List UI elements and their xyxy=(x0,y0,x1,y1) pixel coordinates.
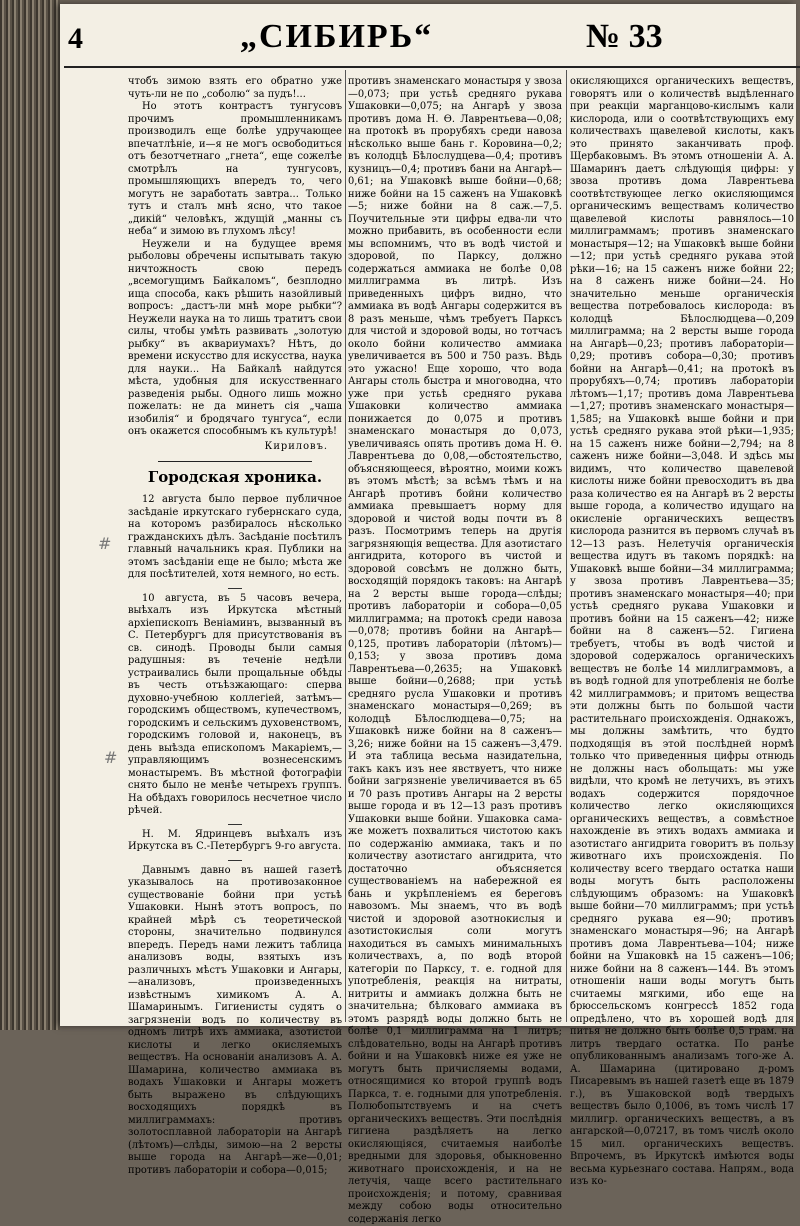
news-item: 12 августа было первое публичное засѣданіе иркутскаго губернскаго суда, на которомъ разбиралось нѣсколько гражданскихъ дѣлъ. Засѣданіе посѣтилъ главный начальникъ края. Публики на этомъ засѣданіи еще не было; мѣста же для посѣтителей, хотя немного, но есть. xyxy=(128,494,342,580)
section-divider xyxy=(158,461,312,462)
item-separator xyxy=(228,824,242,825)
news-item: Н. М. Ядринцевъ выѣхалъ изъ Иркутска въ С.-Петербургъ 9-го августа. xyxy=(128,828,342,852)
news-item: 10 августа, въ 5 часовъ вечера, выѣхалъ изъ Иркутска мѣстный архіепископъ Веніаминъ, вызванный въ С. Петербургъ для присутствованія въ св. синодѣ. Проводы были самыя радушныя: въ теченіе недѣли устраивались были прощальные обѣды въ честь отъѣзжающаго: сперва духовно-учебною коллегіей, затѣмъ—городскимъ обществомъ, купечествомъ, городскимъ и сельскимъ духовенствомъ, городскимъ головой и, наконецъ, въ день выѣзда епископомъ Макаріемъ,—управляющимъ вознесенскимъ монастыремъ. Въ мѣстной фотографіи снято было не менѣе четырехъ группъ. На обѣдахъ говорилось несчетное число рѣчей. xyxy=(128,592,342,816)
item-separator xyxy=(228,588,242,589)
item-separator xyxy=(228,860,242,861)
paragraph: Но этотъ контрастъ тунгусовъ прочимъ промышленникамъ производилъ еще болѣе удручающее впечатлѣніе, и—я не могъ освободиться отъ безотчетнаго „гнета“, еще сожелѣе смотрѣлъ на тунгусовъ, промышляющихъ впередъ то, чего могутъ не заработать завтра... Только тутъ и сталъ мнѣ ясно, что такое „дикій“ человѣкъ, ждущій „манны съ неба“ и зимою въ глухомъ лѣсу! xyxy=(128,101,342,237)
author-signature: Кириловъ. xyxy=(264,440,328,452)
header-rule xyxy=(64,66,800,68)
pencil-mark-icon: # xyxy=(98,534,112,553)
page-number: 4 xyxy=(68,22,83,55)
paragraph: противъ знаменскаго монастыря у звоза—0,073; при устьѣ средняго рукава Ушаковки—0,075; на Ангарѣ у звоза противъ дома Н. Ѳ. Лаврентьева—0,08; на протокѣ въ прорубяхъ среди навоза нѣсколько выше бань г. Коровина—0,2; въ колодцѣ Бѣлослудцева—0,4; противъ кузницъ—0,4; противъ бани на Ангарѣ—0,61; на Ушаковкѣ выше бойни—0,68; ниже бойни на 15 саженъ на Ушаковкѣ—5; ниже бойни на 8 саж.—7,5. Поучительные эти цифры едва-ли что можно прибавить, въ особенности если мы вспомнимъ, что въ водѣ чистой и здоровой, по Парксу, должно содержаться аммиака не болѣе 0,08 миллиграмма въ литрѣ. Изъ приведенныхъ цифръ видно, что аммиака въ водѣ Ангары содержится въ 8 разъ меньше, чѣмъ требуетъ Парксъ для чистой и здоровой воды, но тотчасъ около бойни количество аммиака увеличивается въ 500 и 750 разъ. Вѣдь это ужасно! Еще хорошо, что вода Ангары столь быстра и многоводна, что уже при устьѣ средняго рукава Ушаковки количество аммиака понижается до 0,075 и противъ знаменскаго монастыря до 0,073, увеличиваясь опять противъ дома Н. Ѳ. Лаврентьева до 0,08,—обстоятельство, объясняющееся, вѣроятно, моими кожъ въ этомъ мѣстѣ; за всѣмъ тѣмъ и на Ангарѣ противъ бойни количество аммиака превышаетъ норму для здоровой и чистой воды почти въ 8 разъ. Посмотримъ теперь на другія загрязняющія вещества. Для азотистаго ангидрита, которого въ чистой и здоровой совсѣмъ не должно быть, восходящій порядокъ таковъ: на Ангарѣ на 2 версты выше города—слѣды; противъ лабораторіи и собора—0,05 миллиграмма; на протокѣ среди навоза—0,078; противъ бойни на Ангарѣ—0,125, противъ лабораторіи (лѣтомъ)—0,153; у звоза противъ дома Лаврентьева—0,2635; на Ушаковкѣ выше бойни—0,2688; при устьѣ средняго русла Ушаковки и противъ знаменскаго монастыря—0,269; въ колодцѣ Бѣлослюдцева—0,75; на Ушаковкѣ ниже бойни на 8 саженъ—3,26; ниже бойни на 15 саженъ—3,479. И эта таблица весьма назидательна, такъ какъ изъ нее явствуетъ, что ниже бойни загрязненіе увеличивается въ 65 и 70 разъ противъ Ангары на 2 версты выше города и въ 12—13 разъ противъ Ушаковки выше бойни. Ушаковка сама-же можетъ похвалиться чистотою какъ по содержанію аммиака, такъ и по количеству азотистаго ангидрита, что достаточно объясняется существованіемъ на набережной ея бань и укрѣпленіемъ ея береговъ навозомъ. Мы знаемъ, что въ водѣ чистой и здоровой азотнокислыя и азотистокислыя соли могутъ находиться въ самыхъ минимальныхъ количествахъ, а, по водѣ второй категоріи по Парксу, т. е. годной для употребленія, реакція на нитраты, нитриты и аммиакъ должна быть не значительна; бѣлковаго аммиака въ этомъ разрядѣ воды должно быть не болѣе 0,1 миллиграмма на 1 литръ; слѣдовательно, воды на Ангарѣ противъ бойни и на Ушаковкѣ ниже ея уже не могутъ быть причисляемы водами, относящимися ко второй группѣ водъ Паркса, т. е. годными для употребленія. Полюбопытствуемъ и на счетъ органическихъ веществъ. Эти послѣднія гигиена раздѣляетъ на легко окисляющіяся, считаемыя наиболѣе вредными для здоровья, обыкновенно животнаго происхожденія, и на не летучія, чаще всего растительнаго происхожденія; и потому, сравнивая между собою воды относительно содержанія легко xyxy=(348,76,562,1225)
newspaper-title: „СИБИРЬ“ xyxy=(240,18,434,55)
paragraph: чтобъ зимою взять его обратно уже чуть-ли не по „соболю“ за пудъ!... xyxy=(128,76,342,100)
section-heading: Городская хроника. xyxy=(147,468,323,486)
book-page-stack xyxy=(0,0,60,1030)
news-item: Давнымъ давно въ нашей газетѣ указывалось на противозаконное существованіе бойни при устьѣ Ушаковки. Нынѣ этотъ вопросъ, по крайней мѣрѣ съ теоретической стороны, значительно подвинулся впередъ. Передъ нами лежитъ таблица анализовъ воды, взятыхъ изъ различныхъ мѣстъ Ушаковки и Ангары,—анализовъ, произведенныхъ извѣстнымъ химикомъ А. А. Шамаринымъ. Гигиенисты судятъ о загрязненіи водъ по количеству въ одномъ литрѣ ихъ аммиака, азотистой кислоты и легко окисляемыхъ веществъ. На основаніи анализовъ А. А. Шамарина, количество аммиака въ водахъ Ушаковки и Ангары можетъ быть выражено въ слѣдующихъ восходящихъ порядкѣ въ миллиграммахъ: противъ золотосплавной лабораторіи на Ангарѣ (лѣтомъ)—слѣды, зимою—на 2 версты выше города на Ангарѣ—же—0,01; противъ лабораторіи и собора—0,015; xyxy=(128,864,342,1176)
paragraph: Неужели и на будущее время рыболовы обречены испытывать такую ничтожность свою передъ „всемогущимъ Байкаломъ“, безплодно ища способа, какъ рѣшить назойливый вопросъ: „дастъ-ли мнѣ море рыбки“? Неужели наука на то лишь тратитъ свои силы, чтобы умѣть развивать „золотую рыбку“ въ аквариумахъ? Нѣтъ, до времени искусство для искусства, наука для науки... На Байкалѣ найдутся мѣста, удобныя для искусственнаго разведенія рыбы. Одного лишь можно пожелать: не да минетъ сія „чаша изобилія“ и бродячаго тунгуса“, если онъ окажется способнымъ къ культурѣ! xyxy=(128,238,342,437)
issue-number: № 33 xyxy=(586,18,663,55)
column-divider xyxy=(345,70,346,1022)
pencil-mark-icon: # xyxy=(104,748,118,767)
column-divider xyxy=(566,70,567,1022)
column-3 xyxy=(570,76,794,1187)
column-1 xyxy=(128,76,342,1176)
paragraph: окисляющихся органическихъ веществъ, говорятъ или о количествѣ выдѣленнаго при реакціи марганцово-кислымъ кали кислорода, или о соотвѣтствующихъ ему количествахъ щавелевой кислоты, какъ это принято заканчивать проф. Щербаковымъ. Въ этомъ отношеніи А. А. Шамаринъ даетъ слѣдующія цифры: у звоза противъ дома Лаврентьева соотвѣтствующее легко окисляющимся органическимъ веществамъ количество щавелевой кислоты равнялось—10 миллиграммамъ; противъ знаменскаго монастыря—12; на Ушаковкѣ выше бойни—12; при устьѣ средняго рукава этой рѣки—16; на 15 саженъ ниже бойни 22; на 8 саженъ ниже бойни—24. Но значительно меньше органическія вещества потребовалось кислорода: въ колодцѣ Бѣлослюдцева—0,209 миллиграмма; на 2 версты выше города на Ангарѣ—0,23; противъ лабораторіи—0,29; противъ собора—0,30; противъ бойни на Ангарѣ—0,41; на протокѣ въ прорубяхъ—0,74; противъ лабораторіи лѣтомъ—1,17; противъ дома Лаврентьева—1,27; противъ знаменскаго монастыря—1,585; на Ушаковкѣ выше бойни и при устьѣ средняго рукава этой рѣки—1,935; на 15 саженъ ниже бойни—2,794; на 8 саженъ ниже бойни—3,048. И здѣсь мы видимъ, что количество щавелевой кислоты ниже бойни превосходитъ въ два раза количество ея на Ангарѣ въ 2 версты выше города, а количество идущаго на окисленіе органическихъ веществъ кислорода разнится въ первомъ случаѣ въ 12—13 разъ. Нелетучія органическія вещества идутъ въ такомъ порядкѣ: на Ушаковкѣ выше бойни—34 миллиграмма; у звоза противъ Лаврентьева—35; противъ знаменскаго монастыря—40; при устьѣ средняго рукава Ушаковки и противъ бойни на 15 саженъ—42; ниже бойни на 8 саженъ—52. Гигиена требуетъ, чтобы въ водѣ чистой и здоровой содержалось органическихъ веществъ не болѣе 14 миллиграммовъ, а въ водѣ годной для употребленія не болѣе 42 миллиграммовъ; и притомъ вещества эти должны быть по большой части растительнаго происхожденія. Однакожъ, мы должны замѣтить, что будто подходящія въ этой послѣдней нормѣ только что приведенныя цифры отнюдь не должны насъ обольщать: мы уже видѣли, что кромѣ не летучихъ, въ этихъ водахъ содержится порядочное количество легко окисляющихся органическихъ веществъ, а совмѣстное нахожденіе въ этихъ водахъ аммиака и азотистаго ангидрита говоритъ въ пользу животнаго ихъ происхожденія. По количеству всего твердаго остатка наши воды могутъ быть расположены слѣдующимъ образомъ: на Ушаковкѣ выше бойни—70 миллиграммъ; при устьѣ средняго рукава ея—90; противъ знаменскаго монастыря—96; на Ангарѣ противъ дома Лаврентьева—104; ниже бойни на Ушаковкѣ на 15 саженъ—106; ниже бойни на 8 саженъ—144. Въ этомъ отношеніи наши воды могутъ быть считаемы мягкими, ибо еще на брюссельскомъ конгрессѣ 1852 года опредѣлено, что въ хорошей водѣ для питья не должно быть болѣе 0,5 грам. на литръ твердаго остатка. По ранѣе опубликованнымъ анализамъ того-же А. А. Шамарина (цитировано д-ромъ Писаревымъ въ нашей газетѣ еще въ 1879 г.), въ Ушаковской водѣ твердыхъ веществъ было 0,1006, въ томъ числѣ 17 миллигр. органическихъ веществъ, а въ ангарской—0,07217, въ томъ числѣ около 15 мил. органическихъ веществъ. Впрочемъ, въ Иркутскѣ имѣются воды весьма курьезнаго состава. Напрям., вода изъ ко- xyxy=(570,76,794,1187)
column-2 xyxy=(348,76,562,1225)
